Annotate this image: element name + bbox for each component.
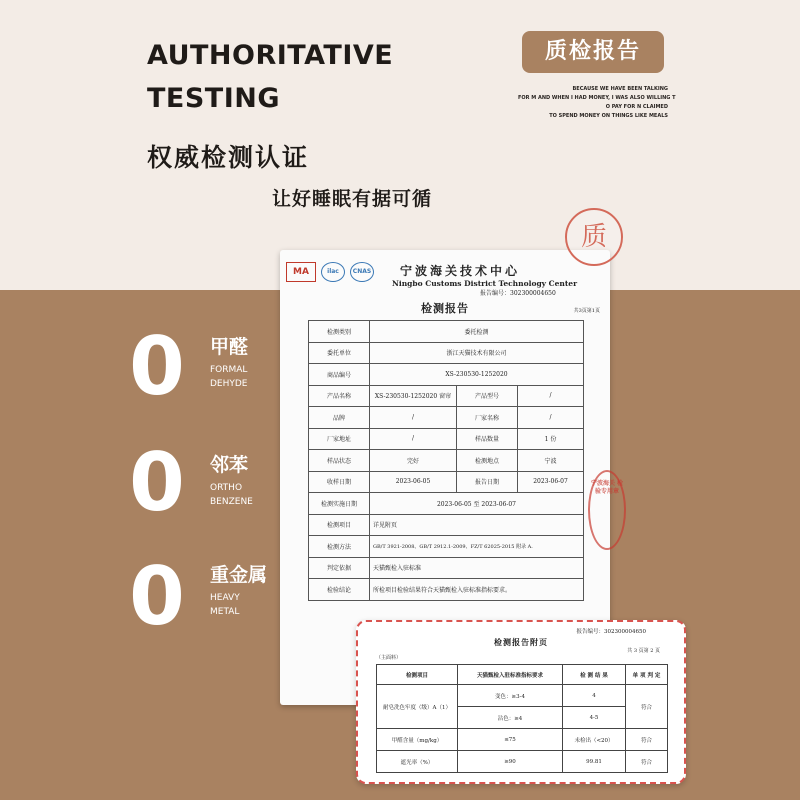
cell-label: 样品状态	[309, 450, 370, 472]
column-header: 天猫甄检入驻标准指标要求	[458, 665, 563, 685]
decorative-small-text	[518, 85, 676, 121]
zero-label-en	[210, 363, 248, 391]
cell-value: 2023-06-05 至 2023-06-07	[370, 493, 584, 515]
zero-label-heavy-metal	[210, 563, 267, 619]
cell-value: XS-230530-1252020	[370, 364, 584, 386]
zero-label-en-line: HEAVY	[210, 593, 240, 603]
cell-item: 遮光率（%）	[377, 751, 458, 773]
cell-value: 2023-06-05	[370, 471, 457, 493]
cell-label: 检测项目	[309, 514, 370, 536]
cell-result: 99.81	[563, 751, 626, 773]
cell-label: 厂家地址	[309, 428, 370, 450]
table-row	[377, 729, 668, 751]
cell-item: 甲醛含量（mg/kg）	[377, 729, 458, 751]
cell-value: XS-230530-1252020 窗帘	[370, 385, 457, 407]
cell-value: 详见附页	[370, 514, 584, 536]
cell-label: 检测实施日期	[309, 493, 370, 515]
table-row	[309, 579, 584, 601]
column-header: 单 项 判 定	[626, 665, 668, 685]
cell-label: 判定依据	[309, 557, 370, 579]
cell-value: 天猫甄检入驻标准	[370, 557, 584, 579]
zero-label-en	[210, 481, 253, 509]
cell-requirement: ≥90	[458, 751, 563, 773]
cell-label: 委托单位	[309, 342, 370, 364]
cell-result: 4-5	[563, 707, 626, 729]
cell-judgement: 符合	[626, 685, 668, 729]
table-row	[309, 493, 584, 515]
table-row	[309, 428, 584, 450]
report-title: 检测报告	[421, 302, 469, 315]
cell-value: 1 份	[518, 428, 584, 450]
table-row	[309, 385, 584, 407]
cell-requirement: 沾色：≥4	[458, 707, 563, 729]
org-name-cn: 宁波海关技术中心	[400, 264, 521, 278]
small-text-line: BECAUSE WE HAVE BEEN TALKING	[572, 86, 668, 92]
zero-label-cn: 重金属	[210, 564, 268, 586]
zero-label-en-line: BENZENE	[210, 497, 253, 507]
cell-judgement: 符合	[626, 729, 668, 751]
zero-label-en	[210, 591, 267, 619]
report-number: 报告编号：302300004650	[480, 290, 556, 297]
table-row	[377, 685, 668, 707]
ilac-logo-icon: ilac	[321, 262, 345, 282]
cell-item: 耐皂洗色牢度（级）A（1）	[377, 685, 458, 729]
cell-value: 委托检测	[370, 321, 584, 343]
cell-value: 2023-06-07	[518, 471, 584, 493]
cell-value: 宁波	[518, 450, 584, 472]
cell-label: 检验结论	[309, 579, 370, 601]
cell-label: 品牌	[309, 407, 370, 429]
cell-requirement: ≤75	[458, 729, 563, 751]
cell-value: GB/T 3921-2008、GB/T 2912.1-2009、FZ/T 62025-2015 附录 A.	[370, 536, 584, 558]
cell-label: 样品数量	[457, 428, 518, 450]
cell-result: 未检出（<20）	[563, 729, 626, 751]
zero-label-en-line: ORTHO	[210, 483, 243, 493]
zero-label-phthalate	[210, 453, 253, 509]
cell-label: 收样日期	[309, 471, 370, 493]
table-row	[309, 536, 584, 558]
cell-result: 4	[563, 685, 626, 707]
zero-label-en-line: DEHYDE	[210, 379, 248, 389]
report-table	[308, 320, 584, 601]
appendix-table	[376, 664, 668, 773]
cma-logo-icon: MA	[286, 262, 316, 282]
cell-value: 完好	[370, 450, 457, 472]
appendix-title: 检测报告附页	[494, 637, 548, 647]
table-row	[309, 364, 584, 386]
certification-logos	[286, 262, 374, 282]
table-row	[309, 514, 584, 536]
appendix-report-number: 报告编号：302300004650	[576, 629, 646, 635]
table-row	[377, 751, 668, 773]
quality-stamp-icon: 质	[565, 208, 623, 266]
red-seal-stamp-icon: 宁波海关 检验专用章	[588, 470, 626, 550]
cell-judgement: 符合	[626, 751, 668, 773]
cell-label: 厂家名称	[457, 407, 518, 429]
table-row	[309, 321, 584, 343]
zero-digit-phthalate: 0	[129, 436, 185, 529]
small-text-line: TO SPEND MONEY ON THINGS LIKE MEALS	[549, 113, 668, 119]
zero-label-en-line: METAL	[210, 607, 240, 617]
cell-label: 产品型号	[457, 385, 518, 407]
hero-english-title	[147, 34, 393, 120]
hero-line-1: AUTHORITATIVE	[147, 40, 394, 71]
cell-label: 检测方法	[309, 536, 370, 558]
report-appendix	[356, 620, 686, 784]
report-page-count: 共3页第1页	[573, 308, 600, 314]
chinese-subtitle: 让好睡眠有据可循	[272, 188, 433, 210]
table-row	[309, 557, 584, 579]
org-name-en: Ningbo Customs District Technology Center	[392, 279, 578, 288]
cell-label: 检测类别	[309, 321, 370, 343]
cell-requirement: 变色：≥3-4	[458, 685, 563, 707]
cell-value: /	[518, 407, 584, 429]
cell-value: /	[518, 385, 584, 407]
appendix-page-count: 共 3 页第 2 页	[627, 648, 660, 654]
small-text-line: FOR M AND WHEN I HAD MONEY, I WAS ALSO WILLING T	[518, 95, 676, 101]
cell-label: 商品编号	[309, 364, 370, 386]
zero-label-cn: 甲醛	[210, 336, 249, 358]
cell-label: 报告日期	[457, 471, 518, 493]
zero-label-formaldehyde	[210, 335, 248, 391]
column-header: 检 测 结 果	[563, 665, 626, 685]
cell-value: /	[370, 428, 457, 450]
zero-digit-heavy-metal: 0	[129, 550, 185, 643]
cell-value: 浙江天猫技术有限公司	[370, 342, 584, 364]
cell-value: 所检项目检验结果符合天猫甄检入驻标准指标要求。	[370, 579, 584, 601]
small-text-line: O PAY FOR N CLAIMED	[605, 104, 668, 110]
table-row	[309, 450, 584, 472]
appendix-fabric-note: （主面料）	[376, 655, 402, 661]
cnas-logo-icon: CNAS	[350, 262, 374, 282]
table-row	[309, 471, 584, 493]
cell-label: 产品名称	[309, 385, 370, 407]
quality-report-tag: 质检报告	[522, 31, 664, 73]
zero-label-en-line: FORMAL	[210, 365, 248, 375]
table-row	[309, 407, 584, 429]
zero-digit-formaldehyde: 0	[129, 320, 185, 413]
table-header-row	[377, 665, 668, 685]
table-row	[309, 342, 584, 364]
cell-value: /	[370, 407, 457, 429]
zero-label-cn: 邻苯	[210, 454, 249, 476]
cell-label: 检测地点	[457, 450, 518, 472]
chinese-title: 权威检测认证	[147, 143, 310, 172]
column-header: 检测项目	[377, 665, 458, 685]
hero-line-2: TESTING	[147, 83, 281, 114]
